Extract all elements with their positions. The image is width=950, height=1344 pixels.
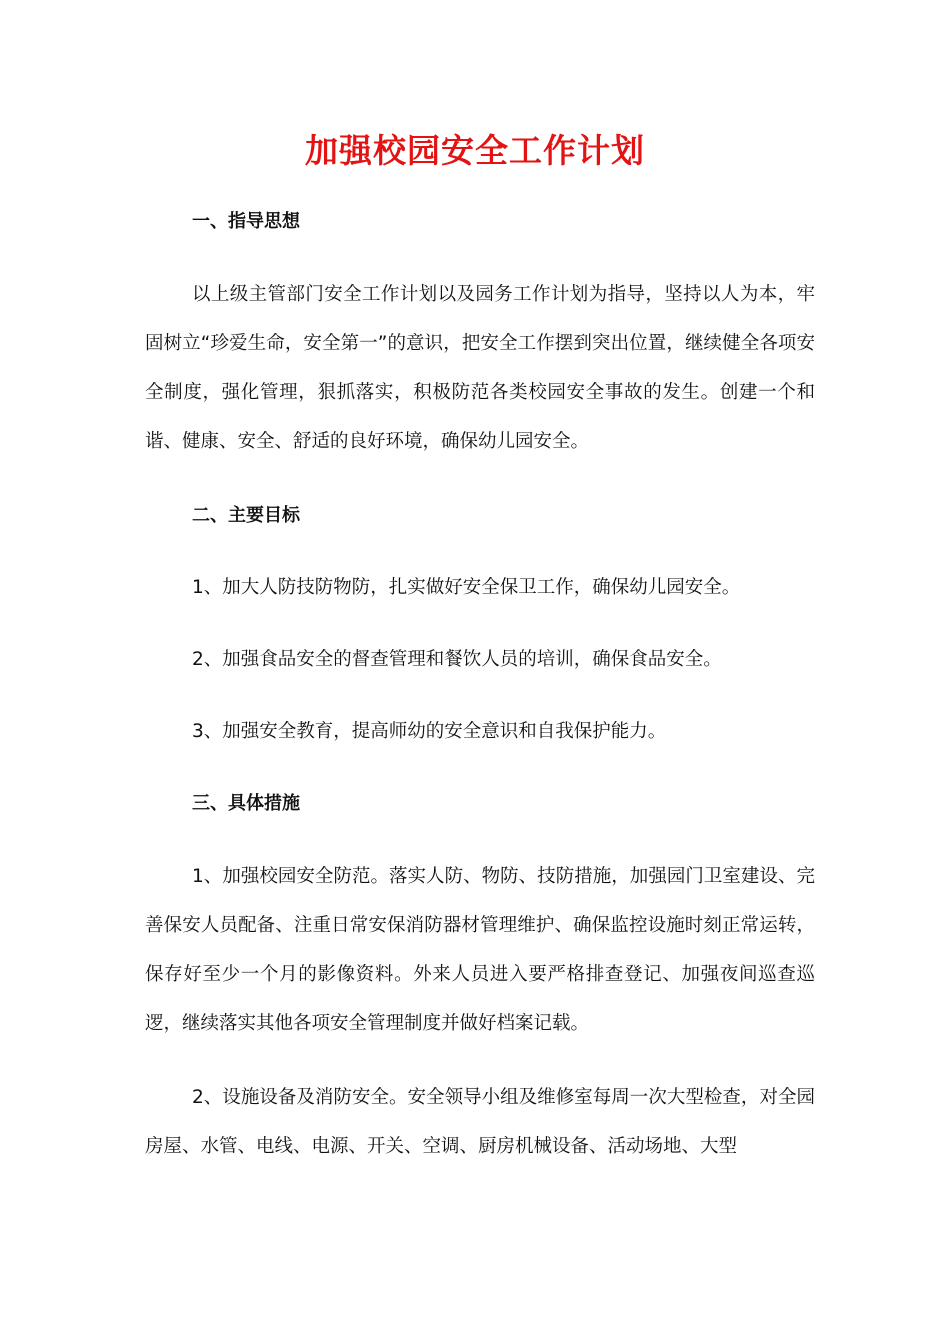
- paragraph-guiding-ideology: 以上级主管部门安全工作计划以及园务工作计划为指导，坚持以人为本，牢固树立“珍爱生命，安全第一”的意识，把安全工作摆到突出位置，继续健全各项安全制度，强化管理，狠抓落实，积极防范各类校园安全事故的发生。创建一个和谐、健康、安全、舒适的良好环境，确保幼儿园安全。: [145, 284, 815, 452]
- section-heading-guiding-ideology: 一、指导思想: [192, 211, 300, 232]
- goal-item-3: 3、加强安全教育，提高师幼的安全意识和自我保护能力。: [192, 721, 667, 742]
- paragraph-measure-1: 1、加强校园安全防范。落实人防、物防、技防措施，加强园门卫室建设、完善保安人员配备、注重日常安保消防器材管理维护、确保监控设施时刻正常运转，保存好至少一个月的影像资料。外来人员进入要严格排查登记、加强夜间巡查巡逻，继续落实其他各项安全管理制度并做好档案记载。: [145, 866, 815, 1034]
- goal-item-1: 1、加大人防技防物防，扎实做好安全保卫工作，确保幼儿园安全。: [192, 577, 741, 598]
- section-heading-specific-measures: 三、具体措施: [192, 793, 300, 814]
- paragraph-measure-2: 2、设施设备及消防安全。安全领导小组及维修室每周一次大型检查，对全园房屋、水管、电线、电源、开关、空调、厨房机械设备、活动场地、大型: [145, 1087, 815, 1157]
- document-title: 加强校园安全工作计划: [305, 131, 645, 170]
- section-heading-main-goals: 二、主要目标: [192, 505, 300, 526]
- goal-item-2: 2、加强食品安全的督查管理和餐饮人员的培训，确保食品安全。: [192, 649, 722, 670]
